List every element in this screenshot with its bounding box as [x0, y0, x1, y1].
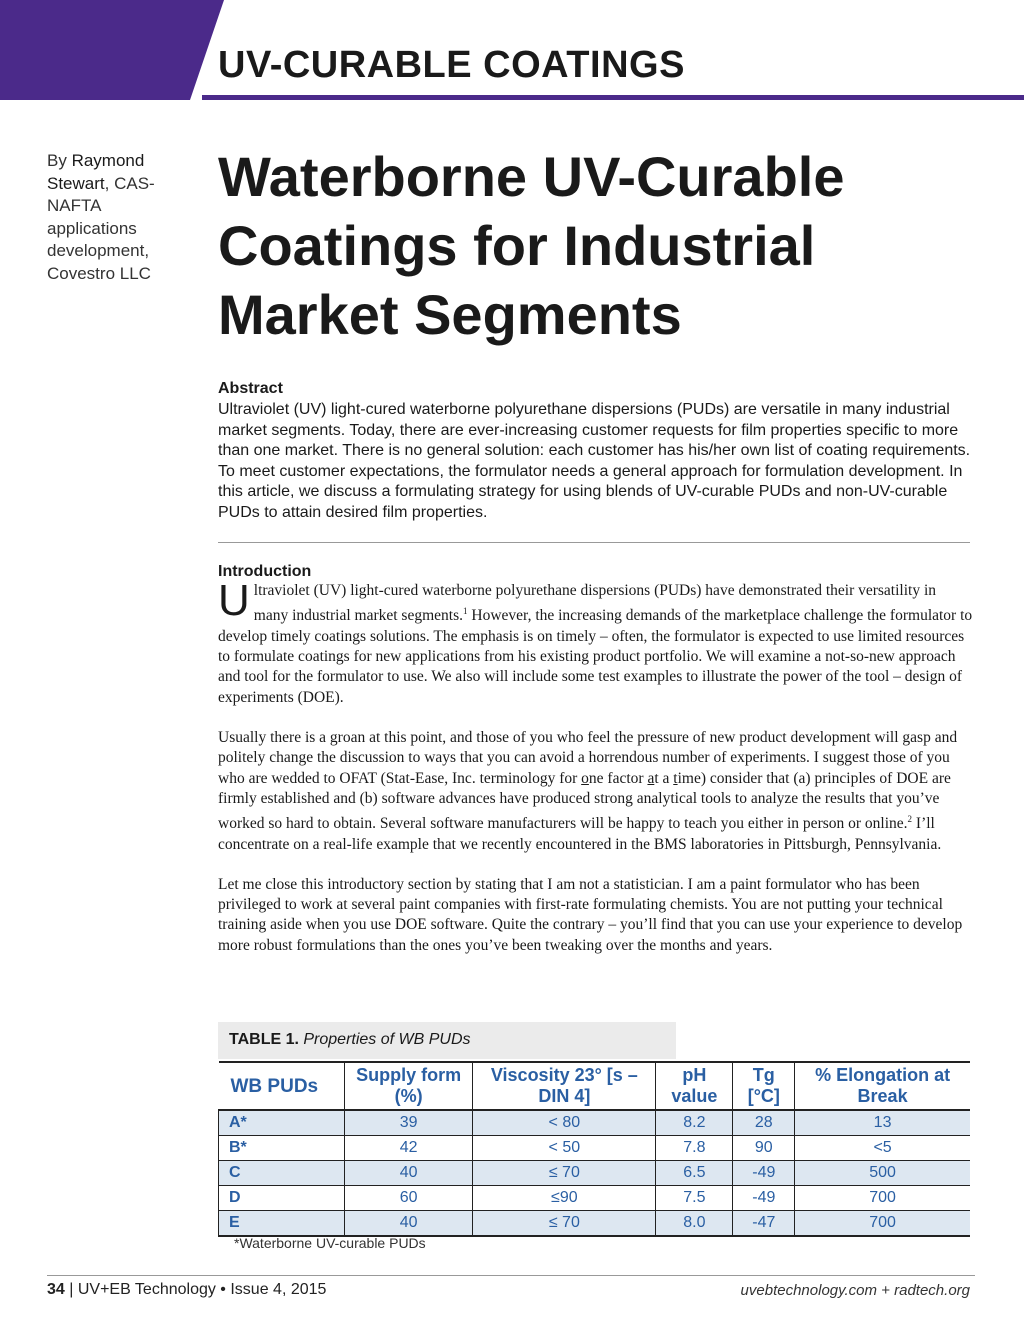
ofat-a: a — [647, 769, 655, 787]
ofat-t: t — [673, 769, 678, 787]
table-cell: 7.8 — [656, 1136, 733, 1161]
col-header-viscosity: Viscosity 23° [s – DIN 4] — [473, 1062, 656, 1110]
col-header-supply-form: Supply form (%) — [345, 1062, 473, 1110]
table-cell: 700 — [795, 1211, 970, 1237]
table-header-row — [219, 1062, 971, 1110]
table-row — [219, 1161, 971, 1186]
table-cell: 13 — [795, 1110, 970, 1136]
introduction-section — [218, 563, 974, 976]
page-number: 34 — [47, 1281, 65, 1298]
table-cell: 8.2 — [656, 1110, 733, 1136]
intro-p2-text-end: I’ll concentrate on a real-life example that we recently encountered in the BMS laboratories in Pittsburgh, Pennsylvania. — [218, 815, 942, 853]
table-row — [219, 1110, 971, 1136]
table-cell: < 50 — [473, 1136, 656, 1161]
publication-info: | UV+EB Technology • Issue 4, 2015 — [64, 1281, 327, 1298]
author-affiliation: , CAS-NAFTA applications development, Covestro LLC — [47, 173, 155, 283]
table-cell: <5 — [795, 1136, 970, 1161]
ofat-o: o — [581, 769, 589, 787]
table-caption-label: TABLE 1. — [229, 1031, 299, 1048]
table-cell: -49 — [733, 1161, 795, 1186]
abstract-section — [218, 380, 978, 523]
article-headline: Waterborne UV-Curable Coatings for Industrial Market Segments — [218, 145, 845, 346]
footer-publication — [47, 1281, 326, 1299]
ofat-t1: t a — [654, 769, 674, 787]
table-cell: ≤ 70 — [473, 1211, 656, 1237]
table-cell: < 80 — [473, 1110, 656, 1136]
introduction-heading: Introduction — [218, 563, 312, 580]
table-cell: 6.5 — [656, 1161, 733, 1186]
col-header-tg: Tg [°C] — [733, 1062, 795, 1110]
table-cell: 42 — [345, 1136, 473, 1161]
table-cell: 60 — [345, 1186, 473, 1211]
table-cell: 90 — [733, 1136, 795, 1161]
col-header-elongation: % Elongation at Break — [795, 1062, 970, 1110]
table-cell: -49 — [733, 1186, 795, 1211]
table-caption — [218, 1022, 676, 1059]
table-cell: -47 — [733, 1211, 795, 1237]
col-header-wb-puds: WB PUDs — [219, 1062, 345, 1110]
table-cell: D — [219, 1186, 345, 1211]
intro-p2-text: Usually there is a groan at this point, and those of you who feel the pressure of new product development will gasp and politely change the discussion to ways that you can avoid a horrendous number of experiments. I suggest those of you who are wedded to OFAT (Stat-Ease, Inc. terminology for — [218, 728, 958, 787]
table-row — [219, 1211, 971, 1237]
header-rule — [202, 95, 1024, 100]
col-header-ph: pH value — [656, 1062, 733, 1110]
table-cell: 28 — [733, 1110, 795, 1136]
table-cell: 500 — [795, 1161, 970, 1186]
ofat-ime: ime) — [677, 769, 706, 787]
properties-table — [218, 1061, 970, 1237]
author-name: Raymond Stewart — [47, 151, 145, 193]
abstract-heading: Abstract — [218, 380, 283, 397]
section-title: UV-CURABLE COATINGS — [218, 44, 685, 86]
footer-urls: uvebtechnology.com + radtech.org — [740, 1282, 970, 1299]
table-cell: B* — [219, 1136, 345, 1161]
table-cell: 40 — [345, 1161, 473, 1186]
table-row — [219, 1186, 971, 1211]
author-byline — [47, 150, 187, 286]
drop-cap: U — [218, 576, 250, 625]
intro-p1-text-cont: However, the increasing demands of the marketplace challenge the formulator to develop timely coatings solutions. The emphasis is on timely – often, the formulator is expected to use limited resources to formulate coatings for new applications from his existing product portfolio. We will examine a not-so-new approach and tool for the formulator to use. We also will include some test examples to illustrate the power of the tool – design of experiments (DOE). — [218, 607, 973, 706]
table-cell: C — [219, 1161, 345, 1186]
intro-p1-text: ltraviolet (UV) light-cured waterborne polyurethane dispersions (PUDs) have demonstrated their versatility in many industrial market segments. — [253, 582, 937, 625]
intro-paragraph-1 — [218, 576, 974, 708]
intro-paragraph-3: Let me close this introductory section by stating that I am not a statistician. I am a paint formulator who has been privileged to work at several paint companies with first-rate formulating chemists. You are not putting your technical training aside when you use DOE software. Quite the contrary – you’ll find that you can use your experience to develop more robust formulations than the ones you’ve been tweaking over the months and years. — [218, 875, 963, 954]
byline-prefix: By — [47, 151, 72, 170]
header-banner — [0, 0, 224, 100]
table-cell: 40 — [345, 1211, 473, 1237]
table-cell: 8.0 — [656, 1211, 733, 1237]
section-divider — [218, 542, 970, 543]
table-cell: E — [219, 1211, 345, 1237]
table-cell: 7.5 — [656, 1186, 733, 1211]
table-cell: 700 — [795, 1186, 970, 1211]
intro-p2-text-cont: consider that (a) principles of DOE are firmly established and (b) software advances have produced strong analytical tools to analyze the results that you’ve worked so hard to obtain. Several software manufacturers will be happy to teach you either in person or online. — [218, 769, 951, 833]
table-caption-title: Properties of WB PUDs — [298, 1031, 471, 1048]
table-cell: ≤90 — [473, 1186, 656, 1211]
footnote-ref-2: 2 — [907, 814, 913, 825]
footnote-ref-1: 1 — [463, 606, 468, 617]
table-row — [219, 1136, 971, 1161]
abstract-text: Ultraviolet (UV) light-cured waterborne polyurethane dispersions (PUDs) are versatile in many industrial market segments. Today, there are ever-increasing customer requests for film properties specific to more than one market. There is no general solution: each customer has his/her own list of coating requirements. To meet customer expectations, the formulator needs a general approach for formulation development. In this article, we discuss a formulating strategy for using blends of UV-curable PUDs and non-UV-curable PUDs to attain desired film properties. — [218, 401, 971, 521]
intro-paragraph-2 — [218, 728, 974, 855]
ofat-ne: ne factor — [588, 769, 648, 787]
table-cell: ≤ 70 — [473, 1161, 656, 1186]
table-cell: 39 — [345, 1110, 473, 1136]
table-cell: A* — [219, 1110, 345, 1136]
table-footnote: *Waterborne UV-curable PUDs — [234, 1235, 426, 1251]
footer-rule — [47, 1275, 975, 1276]
